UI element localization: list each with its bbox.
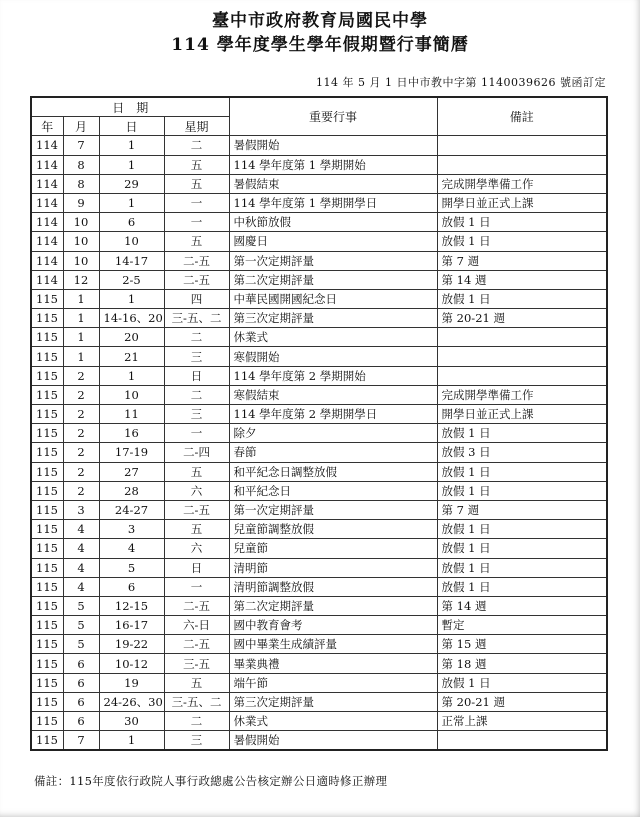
cell-remark xyxy=(437,155,607,174)
header-weekday: 星期 xyxy=(164,117,229,136)
table-row xyxy=(31,462,607,481)
cell-remark xyxy=(437,136,607,155)
document-reference: 114 年 5 月 1 日中市教中字第 1140039626 號函訂定 xyxy=(316,76,606,89)
cell-weekday: 六 xyxy=(164,481,229,500)
cell-remark: 放假 1 日 xyxy=(437,481,607,500)
table-row xyxy=(31,232,607,251)
table-row xyxy=(31,577,607,596)
cell-event: 114 學年度第 1 學期開始 xyxy=(229,155,437,174)
cell-month: 7 xyxy=(63,731,99,751)
cell-weekday: 二-四 xyxy=(164,443,229,462)
cell-month: 8 xyxy=(63,155,99,174)
cell-remark: 放假 1 日 xyxy=(437,520,607,539)
cell-year: 115 xyxy=(31,328,63,347)
cell-year: 114 xyxy=(31,232,63,251)
cell-year: 115 xyxy=(31,424,63,443)
cell-day: 14-17 xyxy=(99,251,164,270)
table-row xyxy=(31,558,607,577)
cell-month: 6 xyxy=(63,654,99,673)
cell-event: 第一次定期評量 xyxy=(229,251,437,270)
cell-remark: 第 14 週 xyxy=(437,596,607,615)
cell-day: 12-15 xyxy=(99,596,164,615)
cell-weekday: 三-五 xyxy=(164,654,229,673)
cell-remark: 完成開學準備工作 xyxy=(437,385,607,404)
cell-remark: 第 15 週 xyxy=(437,635,607,654)
cell-event: 暑假結束 xyxy=(229,174,437,193)
header-month: 月 xyxy=(63,117,99,136)
calendar-table xyxy=(30,96,608,751)
cell-remark: 正常上課 xyxy=(437,712,607,731)
table-row xyxy=(31,520,607,539)
cell-weekday: 一 xyxy=(164,577,229,596)
cell-weekday: 五 xyxy=(164,155,229,174)
table-row xyxy=(31,500,607,519)
cell-month: 2 xyxy=(63,405,99,424)
cell-day: 27 xyxy=(99,462,164,481)
cell-event: 第二次定期評量 xyxy=(229,596,437,615)
table-row xyxy=(31,731,607,751)
cell-remark: 開學日並正式上課 xyxy=(437,193,607,212)
cell-year: 115 xyxy=(31,654,63,673)
cell-event: 春節 xyxy=(229,443,437,462)
table-row xyxy=(31,405,607,424)
cell-month: 2 xyxy=(63,424,99,443)
cell-remark: 放假 1 日 xyxy=(437,462,607,481)
cell-weekday: 一 xyxy=(164,213,229,232)
header-row-top xyxy=(31,97,607,117)
cell-weekday: 二-五 xyxy=(164,500,229,519)
cell-remark: 放假 1 日 xyxy=(437,673,607,692)
cell-remark: 暫定 xyxy=(437,616,607,635)
cell-event: 114 學年度第 2 學期開學日 xyxy=(229,405,437,424)
cell-remark: 放假 1 日 xyxy=(437,539,607,558)
cell-event: 休業式 xyxy=(229,712,437,731)
header-remark: 備註 xyxy=(437,97,607,136)
cell-year: 115 xyxy=(31,731,63,751)
cell-event: 暑假開始 xyxy=(229,731,437,751)
cell-weekday: 六 xyxy=(164,539,229,558)
header-year: 年 xyxy=(31,117,63,136)
cell-month: 2 xyxy=(63,462,99,481)
cell-remark: 第 7 週 xyxy=(437,251,607,270)
cell-year: 115 xyxy=(31,539,63,558)
cell-remark: 放假 1 日 xyxy=(437,424,607,443)
cell-remark: 第 20-21 週 xyxy=(437,309,607,328)
cell-weekday: 二-五 xyxy=(164,270,229,289)
cell-month: 4 xyxy=(63,520,99,539)
cell-event: 寒假結束 xyxy=(229,385,437,404)
cell-remark xyxy=(437,347,607,366)
table-row xyxy=(31,136,607,155)
cell-weekday: 二 xyxy=(164,712,229,731)
cell-year: 115 xyxy=(31,558,63,577)
cell-year: 115 xyxy=(31,596,63,615)
cell-weekday: 五 xyxy=(164,673,229,692)
cell-year: 115 xyxy=(31,385,63,404)
cell-year: 115 xyxy=(31,481,63,500)
cell-month: 10 xyxy=(63,213,99,232)
cell-remark: 放假 1 日 xyxy=(437,558,607,577)
cell-event: 國中畢業生成績評量 xyxy=(229,635,437,654)
cell-weekday: 二-五 xyxy=(164,635,229,654)
cell-event: 和平紀念日 xyxy=(229,481,437,500)
cell-year: 114 xyxy=(31,155,63,174)
cell-event: 114 學年度第 1 學期開學日 xyxy=(229,193,437,212)
cell-day: 28 xyxy=(99,481,164,500)
cell-event: 兒童節調整放假 xyxy=(229,520,437,539)
cell-remark: 第 14 週 xyxy=(437,270,607,289)
table-row xyxy=(31,289,607,308)
cell-event: 休業式 xyxy=(229,328,437,347)
cell-day: 3 xyxy=(99,520,164,539)
table-row xyxy=(31,712,607,731)
cell-day: 29 xyxy=(99,174,164,193)
footnote: 備註：115年度依行政院人事行政總處公告核定辦公日適時修正辦理 xyxy=(34,774,388,788)
cell-weekday: 一 xyxy=(164,193,229,212)
cell-event: 114 學年度第 2 學期開始 xyxy=(229,366,437,385)
cell-day: 16-17 xyxy=(99,616,164,635)
cell-year: 115 xyxy=(31,462,63,481)
table-row xyxy=(31,673,607,692)
cell-month: 10 xyxy=(63,232,99,251)
cell-weekday: 三 xyxy=(164,347,229,366)
cell-remark: 放假 1 日 xyxy=(437,577,607,596)
cell-year: 115 xyxy=(31,673,63,692)
table-row xyxy=(31,443,607,462)
cell-day: 1 xyxy=(99,193,164,212)
cell-year: 115 xyxy=(31,520,63,539)
cell-weekday: 三-五、二 xyxy=(164,692,229,711)
table-row xyxy=(31,366,607,385)
cell-day: 2-5 xyxy=(99,270,164,289)
cell-event: 和平紀念日調整放假 xyxy=(229,462,437,481)
cell-day: 6 xyxy=(99,577,164,596)
cell-remark xyxy=(437,328,607,347)
cell-year: 114 xyxy=(31,174,63,193)
cell-weekday: 三-五、二 xyxy=(164,309,229,328)
table-row xyxy=(31,174,607,193)
cell-year: 114 xyxy=(31,136,63,155)
cell-event: 第二次定期評量 xyxy=(229,270,437,289)
table-row xyxy=(31,654,607,673)
cell-event: 端午節 xyxy=(229,673,437,692)
cell-event: 第一次定期評量 xyxy=(229,500,437,519)
header-event: 重要行事 xyxy=(229,97,437,136)
document-title: 臺中市政府教育局國民中學 xyxy=(212,11,428,31)
cell-day: 1 xyxy=(99,289,164,308)
cell-day: 14-16、20 xyxy=(99,309,164,328)
cell-weekday: 五 xyxy=(164,174,229,193)
cell-weekday: 三 xyxy=(164,405,229,424)
header-day: 日 xyxy=(99,117,164,136)
cell-year: 115 xyxy=(31,577,63,596)
table-row xyxy=(31,539,607,558)
cell-year: 115 xyxy=(31,405,63,424)
cell-remark: 放假 3 日 xyxy=(437,443,607,462)
cell-event: 第三次定期評量 xyxy=(229,692,437,711)
cell-day: 30 xyxy=(99,712,164,731)
cell-month: 2 xyxy=(63,366,99,385)
cell-event: 中華民國開國紀念日 xyxy=(229,289,437,308)
cell-year: 115 xyxy=(31,712,63,731)
cell-event: 除夕 xyxy=(229,424,437,443)
cell-month: 1 xyxy=(63,328,99,347)
cell-weekday: 二 xyxy=(164,328,229,347)
cell-year: 115 xyxy=(31,500,63,519)
cell-year: 114 xyxy=(31,193,63,212)
cell-month: 4 xyxy=(63,539,99,558)
cell-month: 5 xyxy=(63,635,99,654)
cell-month: 4 xyxy=(63,558,99,577)
cell-remark: 完成開學準備工作 xyxy=(437,174,607,193)
cell-remark: 放假 1 日 xyxy=(437,213,607,232)
cell-event: 清明節 xyxy=(229,558,437,577)
cell-day: 24-27 xyxy=(99,500,164,519)
cell-weekday: 日 xyxy=(164,558,229,577)
cell-day: 11 xyxy=(99,405,164,424)
cell-weekday: 二-五 xyxy=(164,251,229,270)
table-row xyxy=(31,309,607,328)
cell-month: 7 xyxy=(63,136,99,155)
cell-month: 8 xyxy=(63,174,99,193)
table-row xyxy=(31,596,607,615)
table-row xyxy=(31,424,607,443)
cell-event: 清明節調整放假 xyxy=(229,577,437,596)
cell-month: 2 xyxy=(63,443,99,462)
cell-remark: 放假 1 日 xyxy=(437,232,607,251)
cell-weekday: 三 xyxy=(164,731,229,751)
cell-event: 中秋節放假 xyxy=(229,213,437,232)
cell-year: 115 xyxy=(31,443,63,462)
cell-year: 115 xyxy=(31,635,63,654)
document-subtitle: 114 學年度學生學年假期暨行事簡曆 xyxy=(171,35,469,55)
table-row xyxy=(31,347,607,366)
cell-month: 9 xyxy=(63,193,99,212)
cell-event: 國慶日 xyxy=(229,232,437,251)
cell-remark xyxy=(437,366,607,385)
cell-month: 6 xyxy=(63,692,99,711)
cell-weekday: 二 xyxy=(164,136,229,155)
cell-day: 4 xyxy=(99,539,164,558)
cell-year: 114 xyxy=(31,251,63,270)
table-row xyxy=(31,616,607,635)
table-row xyxy=(31,251,607,270)
cell-event: 暑假開始 xyxy=(229,136,437,155)
cell-year: 115 xyxy=(31,347,63,366)
cell-day: 1 xyxy=(99,731,164,751)
cell-month: 2 xyxy=(63,481,99,500)
cell-month: 10 xyxy=(63,251,99,270)
cell-remark xyxy=(437,731,607,751)
cell-year: 115 xyxy=(31,289,63,308)
cell-day: 1 xyxy=(99,155,164,174)
cell-weekday: 四 xyxy=(164,289,229,308)
cell-weekday: 五 xyxy=(164,520,229,539)
cell-day: 10 xyxy=(99,385,164,404)
cell-day: 19-22 xyxy=(99,635,164,654)
cell-day: 5 xyxy=(99,558,164,577)
cell-month: 6 xyxy=(63,712,99,731)
table-row xyxy=(31,635,607,654)
cell-day: 17-19 xyxy=(99,443,164,462)
cell-event: 兒童節 xyxy=(229,539,437,558)
cell-month: 6 xyxy=(63,673,99,692)
table-row xyxy=(31,155,607,174)
cell-remark: 第 7 週 xyxy=(437,500,607,519)
cell-weekday: 二 xyxy=(164,385,229,404)
cell-day: 1 xyxy=(99,366,164,385)
cell-event: 第三次定期評量 xyxy=(229,309,437,328)
cell-month: 5 xyxy=(63,596,99,615)
cell-event: 畢業典禮 xyxy=(229,654,437,673)
cell-day: 10 xyxy=(99,232,164,251)
cell-event: 國中教育會考 xyxy=(229,616,437,635)
table-row xyxy=(31,328,607,347)
header-date-group: 日 期 xyxy=(31,97,229,117)
cell-weekday: 六-日 xyxy=(164,616,229,635)
cell-day: 20 xyxy=(99,328,164,347)
cell-weekday: 五 xyxy=(164,462,229,481)
cell-day: 6 xyxy=(99,213,164,232)
cell-month: 5 xyxy=(63,616,99,635)
cell-month: 1 xyxy=(63,347,99,366)
cell-weekday: 一 xyxy=(164,424,229,443)
cell-year: 115 xyxy=(31,692,63,711)
table-row xyxy=(31,692,607,711)
cell-remark: 第 18 週 xyxy=(437,654,607,673)
table-row xyxy=(31,213,607,232)
cell-month: 12 xyxy=(63,270,99,289)
table-row xyxy=(31,481,607,500)
cell-day: 10-12 xyxy=(99,654,164,673)
cell-weekday: 日 xyxy=(164,366,229,385)
cell-month: 1 xyxy=(63,289,99,308)
cell-day: 1 xyxy=(99,136,164,155)
cell-year: 115 xyxy=(31,366,63,385)
table-body xyxy=(31,136,607,751)
cell-year: 114 xyxy=(31,270,63,289)
cell-year: 115 xyxy=(31,309,63,328)
cell-remark: 開學日並正式上課 xyxy=(437,405,607,424)
table-row xyxy=(31,193,607,212)
cell-remark: 第 20-21 週 xyxy=(437,692,607,711)
cell-month: 1 xyxy=(63,309,99,328)
cell-weekday: 五 xyxy=(164,232,229,251)
cell-day: 19 xyxy=(99,673,164,692)
cell-year: 114 xyxy=(31,213,63,232)
table-row xyxy=(31,270,607,289)
cell-day: 21 xyxy=(99,347,164,366)
cell-month: 4 xyxy=(63,577,99,596)
cell-weekday: 二-五 xyxy=(164,596,229,615)
cell-event: 寒假開始 xyxy=(229,347,437,366)
cell-year: 115 xyxy=(31,616,63,635)
table-row xyxy=(31,385,607,404)
cell-day: 24-26、30 xyxy=(99,692,164,711)
cell-remark: 放假 1 日 xyxy=(437,289,607,308)
cell-month: 3 xyxy=(63,500,99,519)
cell-month: 2 xyxy=(63,385,99,404)
cell-day: 16 xyxy=(99,424,164,443)
